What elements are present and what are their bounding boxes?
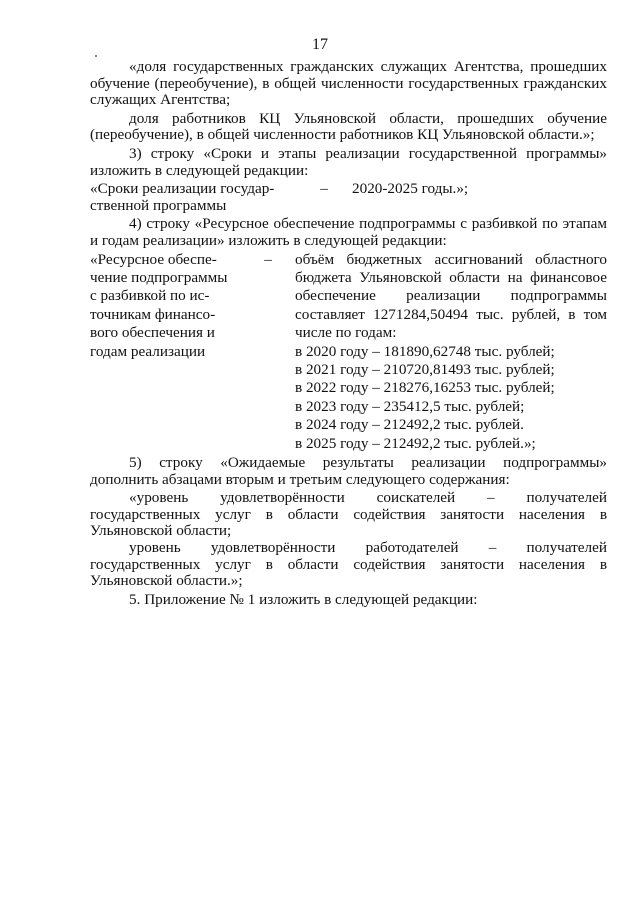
paragraph-8: 5. Приложение № 1 изложить в следующей редакции: <box>129 590 478 608</box>
paragraph-3: 3) строку «Сроки и этапы реализации государственной программы» изложить в следующей редакции: <box>90 144 607 179</box>
year-line: в 2020 году – 181890,62748 тыс. рублей; <box>295 342 555 360</box>
resource-label-line: вого обеспечения и <box>90 324 215 342</box>
terms-value: 2020-2025 годы.»; <box>352 180 469 198</box>
paragraph-6: «уровень удовлетворённости соискателей – получателей государственных услуг в области содействия занятости населения в Ульяновской области; <box>90 489 607 540</box>
year-line: в 2025 году – 212492,2 тыс. рублей.»; <box>295 434 536 452</box>
resource-label-line: с разбивкой по ис- <box>90 287 210 305</box>
paragraph-1: «доля государственных гражданских служащих Агентства, прошедших обучение (переобучение), в общей численности государственных гражданских служащих Агентства; <box>90 58 607 109</box>
terms-dash: – <box>320 180 328 198</box>
terms-row <box>90 181 607 214</box>
paragraph-2: доля работников КЦ Ульяновской области, прошедших обучение (переобучение), в общей численности работников КЦ Ульяновской области.»; <box>90 109 607 144</box>
terms-label-line-1: «Сроки реализации государ- <box>90 180 275 198</box>
resource-row <box>90 251 607 453</box>
resource-summary: объём бюджетных ассигнований областного бюджета Ульяновской области на финансовое обеспечение реализации подпрограммы составляет 1271284,50494 тыс. рублей, в том числе по годам: <box>295 250 607 342</box>
resource-label <box>90 251 245 453</box>
resource-label-line: годам реализации <box>90 342 206 360</box>
scan-speck <box>95 55 97 57</box>
resource-label-line: точникам финансо- <box>90 305 216 323</box>
terms-label <box>90 180 275 214</box>
terms-label-line-2: ственной программы <box>90 196 227 214</box>
paragraph-4: 4) строку «Ресурсное обеспечение подпрограммы с разбивкой по этапам и годам реализации» изложить в следующей редакции: <box>90 215 607 249</box>
resource-label-line: чение подпрограммы <box>90 268 228 286</box>
year-line: в 2024 году – 212492,2 тыс. рублей. <box>295 416 524 434</box>
page-number: 17 <box>312 36 328 53</box>
paragraph-5: 5) строку «Ожидаемые результаты реализации подпрограммы» дополнить абзацами вторым и третьим следующего содержания: <box>90 454 607 488</box>
paragraph-7: уровень удовлетворённости работодателей – получателей государственных услуг в области содействия занятости населения в Ульяновской области.»; <box>90 538 607 590</box>
year-line: в 2022 году – 218276,16253 тыс. рублей; <box>295 379 555 397</box>
document-body <box>90 59 607 608</box>
resource-label-line: «Ресурсное обеспе- <box>90 250 217 268</box>
resource-value <box>281 251 607 453</box>
year-line: в 2023 году – 235412,5 тыс. рублей; <box>295 397 525 415</box>
year-line: в 2021 году – 210720,81493 тыс. рублей; <box>295 360 555 378</box>
resource-dash: – <box>264 250 272 268</box>
